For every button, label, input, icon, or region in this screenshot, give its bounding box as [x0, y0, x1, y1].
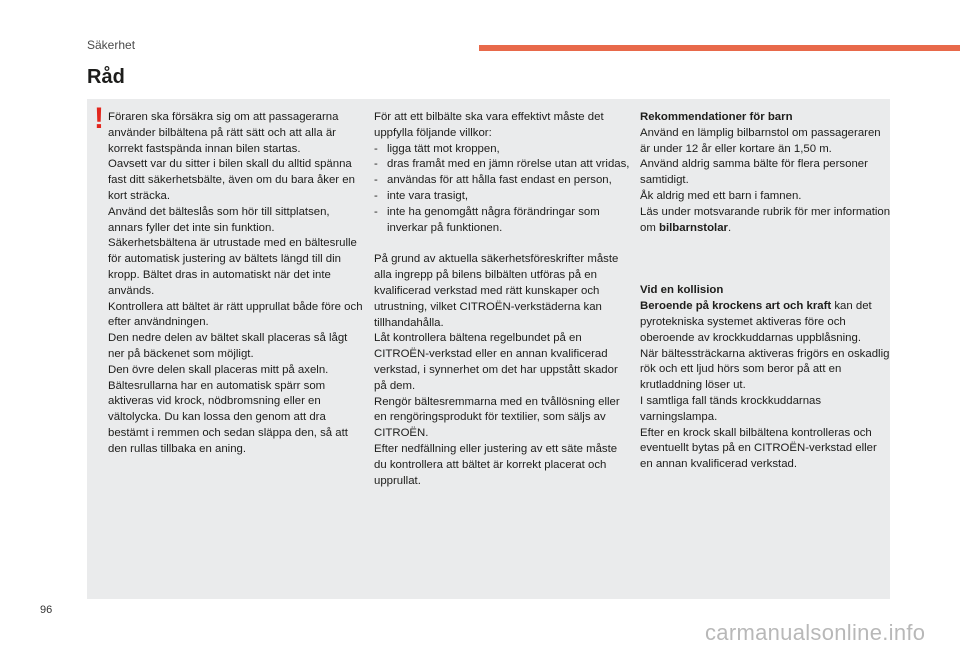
paragraph: [640, 205, 892, 237]
collision-emphasis: Beroende på krockens art och kraft: [640, 300, 832, 313]
paragraph: Kontrollera att bältet är rätt upprullat både före och efter användningen.: [108, 300, 363, 329]
paragraph: Föraren ska försäkra sig om att passagerarna använder bilbältena på rätt sätt och att alla är korrekt fastspända innan bilen startas.: [108, 111, 339, 155]
list-item: - inte vara trasigt,: [374, 189, 632, 205]
text: .: [728, 221, 732, 234]
paragraph: Efter nedfällning eller justering av ett säte måste du kontrollera att bältet är korrekt placerat och upprullat.: [374, 442, 618, 487]
paragraph: Oavsett var du sitter i bilen skall du alltid spänna fast ditt säkerhetsbälte, även om du bara åker en kort sträcka.: [108, 158, 355, 202]
page-title: Råd: [87, 66, 125, 88]
belt-conditions-column: [374, 110, 632, 489]
paragraph: När bältessträckarna aktiveras frigörs en oskadlig rök och ett ljud hörs som beror på att en krutladdning löser ut.: [640, 347, 890, 392]
list-item: - ligga tätt mot kroppen,: [374, 142, 632, 158]
section-label: Säkerhet: [87, 38, 136, 52]
paragraph: [640, 299, 892, 346]
list-item: - användas för att hålla fast endast en person,: [374, 173, 632, 189]
paragraph: Bältesrullarna har en automatisk spärr som aktiveras vid krock, nödbromsning eller en vältolycka. Du kan lossa den genom att dra bestämt i remmen och sedan släppa den, så att den rullas tillbaka en aning.: [108, 379, 348, 455]
children-and-collision-column: [640, 110, 892, 473]
exclamation-warning-icon: !: [94, 102, 104, 135]
text: kan det pyrotekniska systemet aktiveras före och oberoende av krockkuddarnas uppblåsning.: [640, 300, 872, 344]
paragraph: Åk aldrig med ett barn i famnen.: [640, 189, 802, 202]
conditions-intro: För att ett bilbälte ska vara effektivt måste det uppfylla följande villkor:: [374, 111, 604, 139]
watermark: carmanualsonline.info: [705, 620, 926, 645]
paragraph: Den nedre delen av bältet skall placeras så lågt ner på bäckenet som möjligt.: [108, 332, 348, 360]
conditions-list: [374, 142, 632, 237]
text: Läs under motsvarande rubrik för mer information om: [640, 205, 891, 234]
list-item: - inte ha genomgått några förändringar som inverkar på funktionen.: [374, 205, 632, 237]
paragraph: Använd det bälteslås som hör till sittplatsen, annars fyller det inte sin funktion.: [108, 205, 330, 234]
paragraph: Efter en krock skall bilbältena kontrolleras och eventuellt bytas på en CITROËN-verkstad eller en annan kvalificerad verkstad.: [640, 426, 877, 471]
paragraph: Rengör bältesremmarna med en tvållösning eller en rengöringsprodukt för textilier, som säljs av CITROËN.: [374, 395, 620, 440]
paragraph: Låt kontrollera bältena regelbundet på en CITROËN-verkstad eller en annan kvalificerad verkstad, i synnerhet om det har uppstått skador på dem.: [374, 332, 618, 392]
collision-heading: Vid en kollision: [640, 284, 724, 297]
paragraph: På grund av aktuella säkerhetsföreskrifter måste alla ingrepp på bilens bilbälten utföras på en kvalificerad verkstad med rätt kunskaper och utrustning, vilket CITROËN-verkstäderna kan tillhandahålla.: [374, 253, 619, 329]
list-item: - dras framåt med en jämn rörelse utan att vridas,: [374, 157, 632, 173]
page-number: 96: [40, 604, 53, 616]
paragraph: Säkerhetsbältena är utrustade med en bältesrulle för automatisk justering av bältets längd till din kropp. Bältet dras in automatiskt när det inte används.: [108, 237, 357, 297]
children-heading: Rekommendationer för barn: [640, 111, 793, 123]
paragraph: I samtliga fall tänds krockkuddarnas varningslampa.: [640, 394, 822, 423]
section-accent-bar: [479, 45, 960, 51]
paragraph: Använd en lämplig bilbarnstol om passageraren är under 12 år eller kortare än 1,50 m.: [640, 126, 881, 155]
child-seats-reference: bilbarnstolar: [659, 221, 728, 234]
paragraph: Den övre delen skall placeras mitt på axeln.: [108, 363, 329, 376]
safety-advice-column: [108, 110, 364, 458]
paragraph: Använd aldrig samma bälte för flera personer samtidigt.: [640, 158, 868, 187]
